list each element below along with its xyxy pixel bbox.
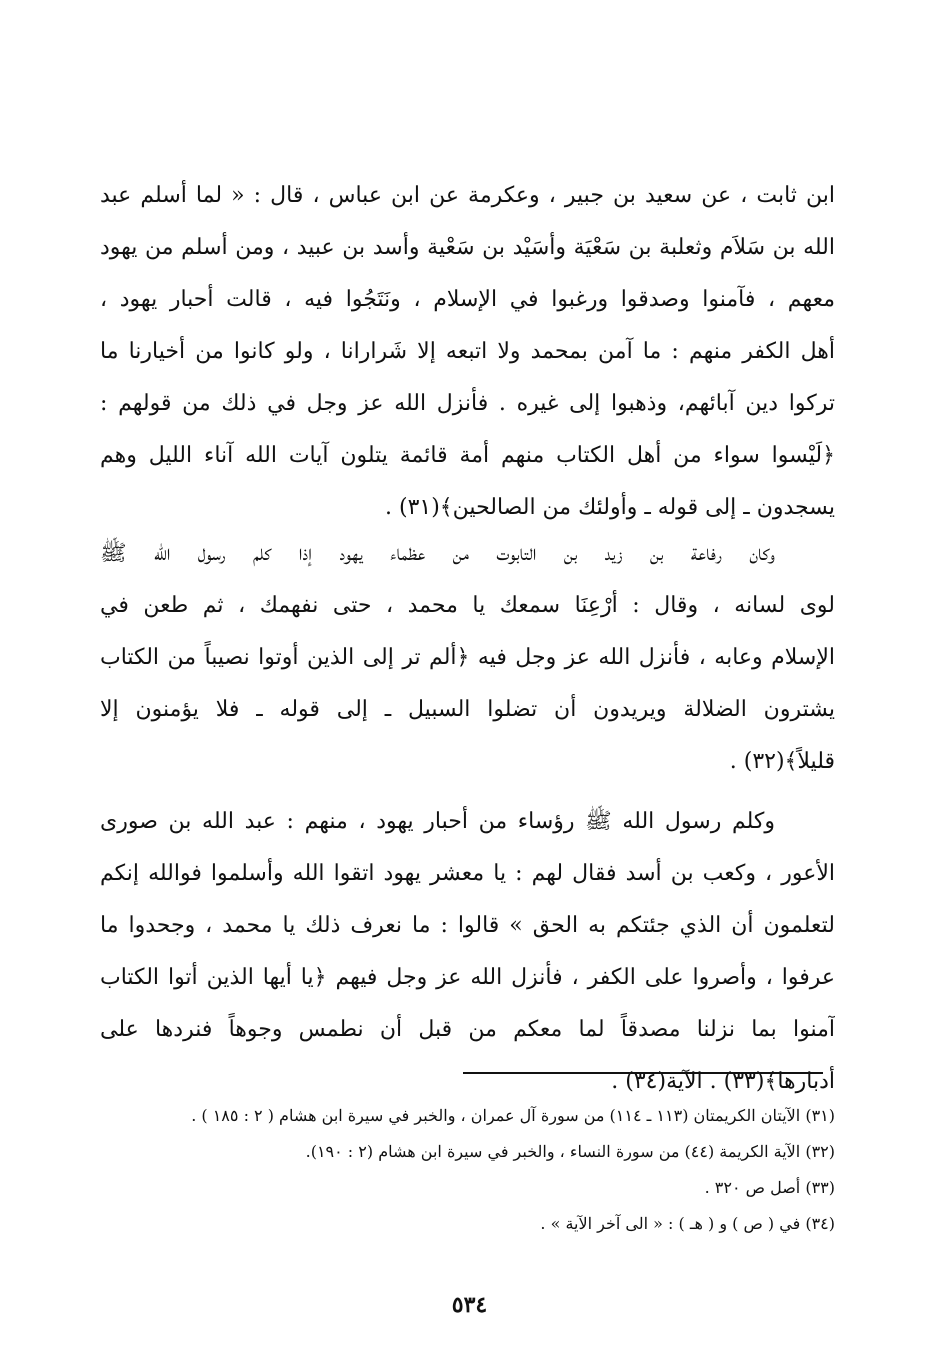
paragraph-line: وكلم رسول الله ﷺ رؤساء من أحبار يهود ، منهم : عبد الله بن صورى xyxy=(100,809,775,834)
footnote-divider xyxy=(463,1072,823,1074)
paragraph-1 xyxy=(100,170,835,534)
paragraph-line: آمنوا بما نزلنا مصدقاً لما معكم من قبل أن نطمس وجوهاً فنردها على xyxy=(100,1017,835,1042)
footnote-34: (٣٤) في ( ص ) و ( هـ ) : « الى آخر الآية » . xyxy=(540,1214,835,1233)
paragraph-line: الإسلام وعابه ، فأنزل الله عز وجل فيه ﴿ألم تر إلى الذين أوتوا نصيباً من الكتاب xyxy=(100,645,835,670)
paragraph-line: يسجدون ـ إلى قوله ـ وأولئك من الصالحين﴾(٣١) . xyxy=(384,495,835,520)
paragraph-line: لتعلمون أن الذي جئتكم به الحق » قالوا : ما نعرف ذلك يا محمد ، وجحدوا ما xyxy=(100,913,835,938)
paragraph-3 xyxy=(100,796,835,1108)
paragraph-line: أدبارها﴾(٣٣) . الآية(٣٤) . xyxy=(611,1069,835,1094)
paragraph-line: الأعور ، وكعب بن أسد فقال لهم : يا معشر يهود اتقوا الله وأسلموا فوالله إنكم xyxy=(100,861,835,886)
footnotes xyxy=(100,1098,835,1242)
paragraph-line: تركوا دين آبائهم، وذهبوا إلى غيره . فأنزل الله عز وجل في ذلك من قولهم : xyxy=(100,391,835,416)
footnote-31: (٣١) الآيتان الكريمتان (١١٣ ـ ١١٤) من سورة آل عمران ، والخبر في سيرة ابن هشام ( ٢ : ١٨٥ ) . xyxy=(191,1106,835,1125)
paragraph-line: ابن ثابت ، عن سعيد بن جبير ، وعكرمة عن ابن عباس ، قال : « لما أسلم عبد xyxy=(100,183,835,208)
footnote-33: (٣٣) أصل ص ٣٢٠ . xyxy=(704,1178,835,1197)
paragraph-line: معهم ، فآمنوا وصدقوا ورغبوا في الإسلام ، ونَتَجُوا فيه ، قالت أحبار يهود ، xyxy=(100,287,835,312)
footnote-32: (٣٢) الآية الكريمة (٤٤) من سورة النساء ، والخبر في سيرة ابن هشام (٢ : ١٩٠). xyxy=(305,1142,835,1161)
paragraph-line: الله بن سَلاَم وثعلبة بن سَعْيَة وأسَيْد بن سَعْية وأسد بن عبيد ، ومن أسلم من يهود xyxy=(100,235,835,260)
paragraph-line: يشترون الضلالة ويريدون أن تضلوا السبيل ـ إلى قوله ـ فلا يؤمنون إلا xyxy=(100,697,835,722)
paragraph-line: عرفوا ، وأصروا على الكفر ، فأنزل الله عز وجل فيهم ﴿يا أيها الذين أتوا الكتاب xyxy=(100,965,835,990)
paragraph-2 xyxy=(100,528,835,788)
paragraph-line: قليلاً﴾(٣٢) . xyxy=(729,749,835,774)
paragraph-line: لوى لسانه ، وقال : أرْعِنَا سمعك يا محمد ، حتى نفهمك ، ثم طعن في xyxy=(100,593,835,618)
paragraph-line: ﴿لَيْسوا سواء من أهل الكتاب منهم أمة قائمة يتلون آيات الله آناء الليل وهم xyxy=(100,443,835,468)
paragraph-line: أهل الكفر منهم : ما آمن بمحمد ولا اتبعه إلا شَرارانا ، ولو كانوا من أخيارنا ما xyxy=(100,339,835,364)
page-number: ٥٣٤ xyxy=(451,1292,488,1318)
paragraph-line: وكان رفاعة بن زيد بن التابوت من عظماء يهود إذا كلم رسول الله ﷺ xyxy=(100,541,775,566)
